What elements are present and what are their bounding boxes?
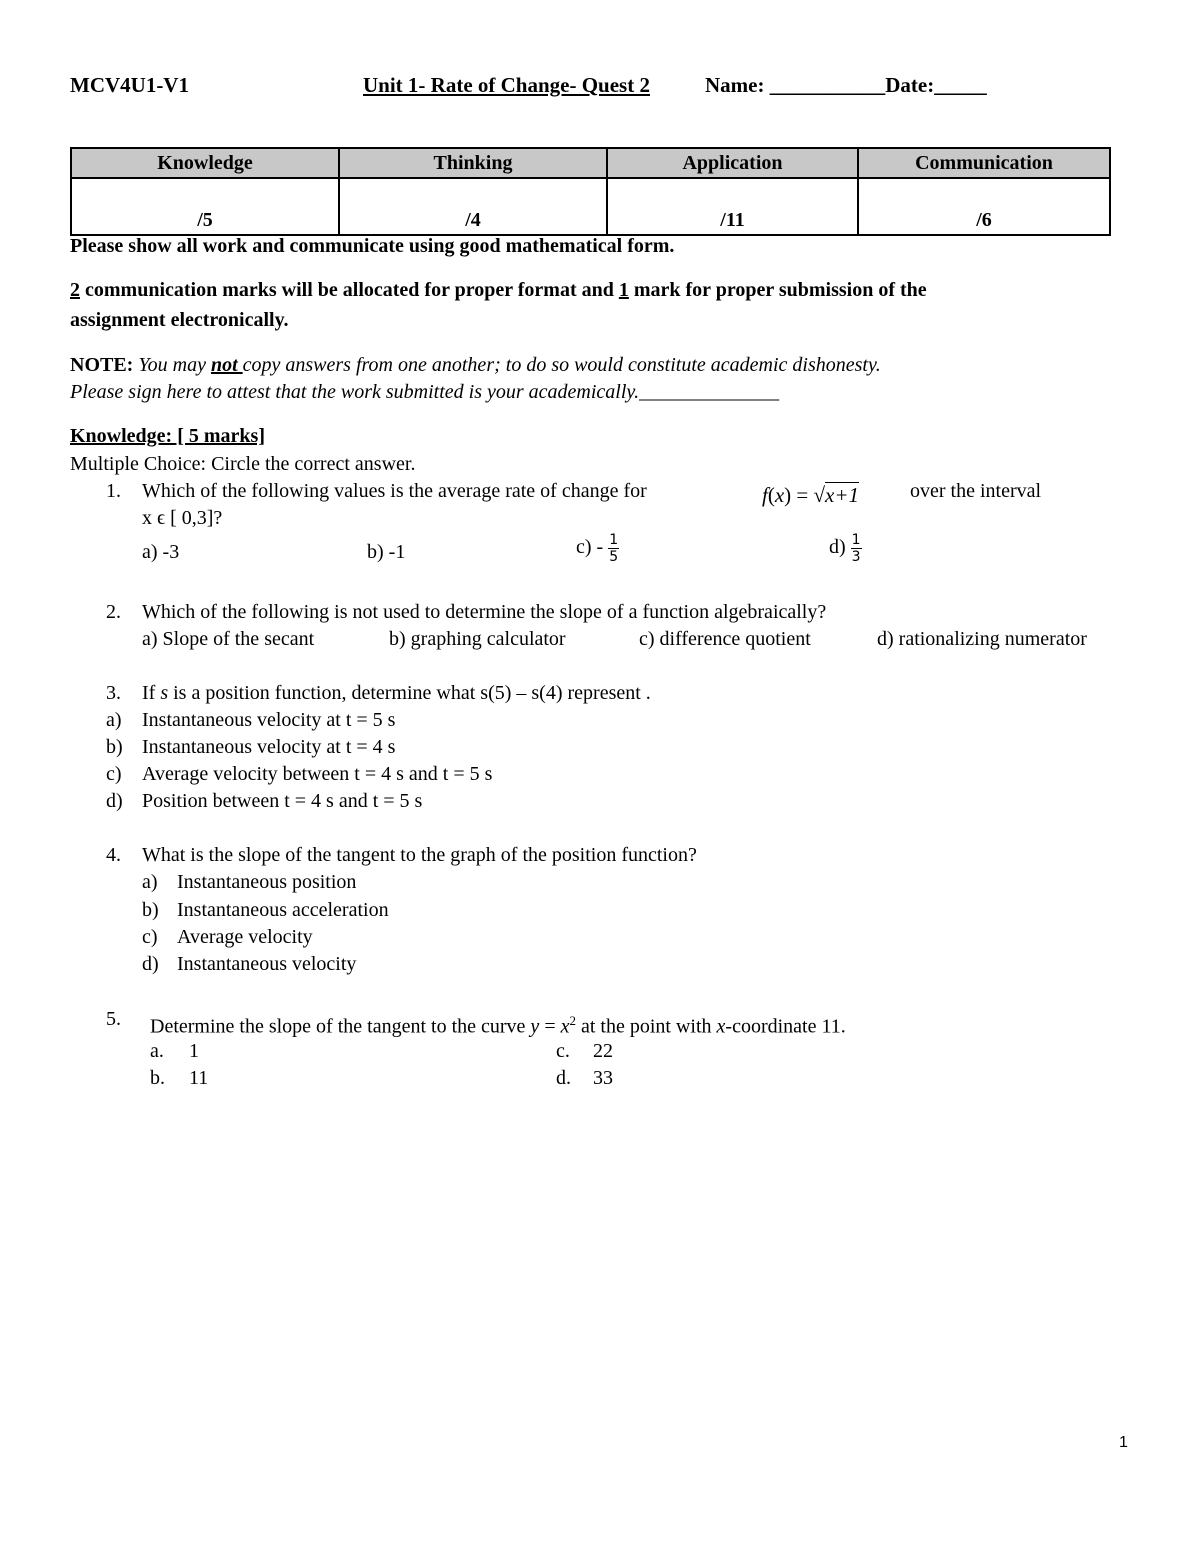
instruction-communication (70, 279, 927, 302)
note-post: copy answers from one another; to do so would constitute academic dishonesty. (242, 354, 881, 376)
q4-option-a[interactable]: Instantaneous position (177, 871, 357, 893)
fraction-denominator: 5 (609, 549, 619, 565)
q5-option-c[interactable]: 22 (593, 1040, 613, 1062)
q2-number: 2. (106, 601, 121, 623)
q4-option-d-label: d) (142, 953, 159, 975)
signature-line[interactable]: Please sign here to attest that the work submitted is your academically.______________ (70, 381, 780, 403)
q1-text: Which of the following values is the average rate of change for (142, 480, 647, 502)
score-thinking[interactable]: /4 (339, 178, 607, 235)
note-label: NOTE: (70, 354, 134, 376)
sqrt-icon: √ (813, 483, 826, 507)
q2-option-d[interactable]: d) rationalizing numerator (877, 628, 1087, 650)
instruction-communication-line2: assignment electronically. (70, 309, 289, 331)
q3-option-b-label: b) (106, 736, 123, 758)
func-f: f (762, 483, 768, 507)
q5-option-d-label: d. (556, 1067, 571, 1089)
q4-option-b[interactable]: Instantaneous acceleration (177, 899, 389, 921)
q5-option-a[interactable]: 1 (189, 1040, 199, 1062)
q3-option-a-label: a) (106, 709, 122, 731)
q3-option-c[interactable]: Average velocity between t = 4 s and t = 5 s (142, 763, 493, 785)
q5-exponent: 2 (569, 1013, 576, 1028)
q5-option-a-label: a. (150, 1040, 164, 1062)
q1-option-c-label: c) - (576, 536, 604, 559)
q1-text-after: over the interval (910, 480, 1042, 502)
q4-option-c[interactable]: Average velocity (177, 926, 313, 948)
q1-interval: x ϵ [ 0,3]? (142, 507, 223, 529)
quest-title: Unit 1- Rate of Change- Quest 2 (363, 73, 650, 97)
q1-option-a[interactable]: a) -3 (142, 541, 180, 563)
note-not: not (210, 354, 243, 376)
q5-option-c-label: c. (556, 1040, 570, 1062)
q1-option-d-label: d) (829, 536, 846, 559)
q4-number: 4. (106, 844, 121, 866)
q4-option-a-label: a) (142, 871, 158, 893)
q1-option-c[interactable] (576, 532, 619, 565)
func-open: ( (767, 483, 775, 507)
header-thinking: Thinking (339, 148, 607, 178)
q4-option-c-label: c) (142, 926, 158, 948)
submission-mark-number: 1 (618, 279, 629, 301)
q4-option-b-label: b) (142, 899, 159, 921)
q1-option-d-fraction (851, 532, 862, 565)
fraction-numerator: 1 (609, 532, 619, 548)
func-radicand: x+1 (825, 483, 860, 507)
header-knowledge: Knowledge (71, 148, 339, 178)
q3-text (142, 682, 651, 705)
comm-text: communication marks will be allocated for proper format and (80, 279, 619, 301)
note-pre: You may (138, 354, 211, 376)
q2-text: Which of the following is not used to determine the slope of a function algebraically? (142, 601, 827, 623)
q2-option-a[interactable]: a) Slope of the secant (142, 628, 315, 650)
score-knowledge[interactable]: /5 (71, 178, 339, 235)
score-application[interactable]: /11 (607, 178, 858, 235)
score-communication[interactable]: /6 (858, 178, 1110, 235)
multiple-choice-instruction: Multiple Choice: Circle the correct answer. (70, 453, 416, 475)
func-equals: = (791, 483, 814, 507)
comm-marks-number: 2 (70, 279, 80, 301)
q3-text-s: s (160, 682, 169, 704)
header-communication: Communication (858, 148, 1110, 178)
q1-option-b[interactable]: b) -1 (367, 541, 406, 563)
func-close: ) (784, 483, 792, 507)
header-application: Application (607, 148, 858, 178)
fraction-denominator: 3 (851, 549, 861, 565)
q5-option-b[interactable]: 11 (189, 1067, 209, 1089)
q4-option-d[interactable]: Instantaneous velocity (177, 953, 357, 975)
comm-text-end: mark for proper submission of the (628, 279, 927, 301)
q5-text-pre: Determine the slope of the tangent to the curve (150, 1015, 531, 1038)
q3-text-pre: If (142, 682, 161, 704)
q5-text-post: -coordinate 11. (725, 1015, 846, 1038)
q3-option-d[interactable]: Position between t = 4 s and t = 5 s (142, 790, 423, 812)
q5-number: 5. (106, 1008, 121, 1030)
q5-option-d[interactable]: 33 (593, 1067, 613, 1089)
q1-option-c-fraction (608, 532, 619, 565)
q3-option-c-label: c) (106, 763, 122, 785)
q2-option-b[interactable]: b) graphing calculator (389, 628, 566, 650)
q5-x-coordinate: x (716, 1015, 726, 1038)
q3-option-d-label: d) (106, 790, 123, 812)
page-number: 1 (1119, 1434, 1128, 1451)
q3-number: 3. (106, 682, 121, 704)
q1-function (762, 483, 859, 508)
q5-y: y (530, 1015, 540, 1038)
q5-option-b-label: b. (150, 1067, 165, 1089)
fraction-numerator: 1 (851, 532, 861, 548)
q5-x: x (560, 1015, 570, 1038)
q5-equals: = (539, 1015, 561, 1038)
name-date-field[interactable]: Name: ___________Date:_____ (705, 73, 987, 97)
q5-text (150, 1013, 846, 1039)
score-table (70, 147, 1111, 236)
q3-option-a[interactable]: Instantaneous velocity at t = 5 s (142, 709, 396, 731)
q3-option-b[interactable]: Instantaneous velocity at t = 4 s (142, 736, 396, 758)
knowledge-heading: Knowledge: [ 5 marks] (70, 425, 265, 447)
note-line (70, 354, 881, 377)
course-code: MCV4U1-V1 (70, 73, 189, 97)
q2-option-c[interactable]: c) difference quotient (639, 628, 811, 650)
note-text (138, 354, 880, 376)
q4-text: What is the slope of the tangent to the graph of the position function? (142, 844, 697, 866)
q1-number: 1. (106, 480, 121, 502)
q3-text-post: is a position function, determine what s(5) – s(4) represent . (168, 682, 651, 704)
func-x: x (774, 483, 785, 507)
q1-option-d[interactable] (829, 532, 862, 565)
q5-text-mid: at the point with (575, 1015, 717, 1038)
instruction-work: Please show all work and communicate using good mathematical form. (70, 235, 675, 257)
